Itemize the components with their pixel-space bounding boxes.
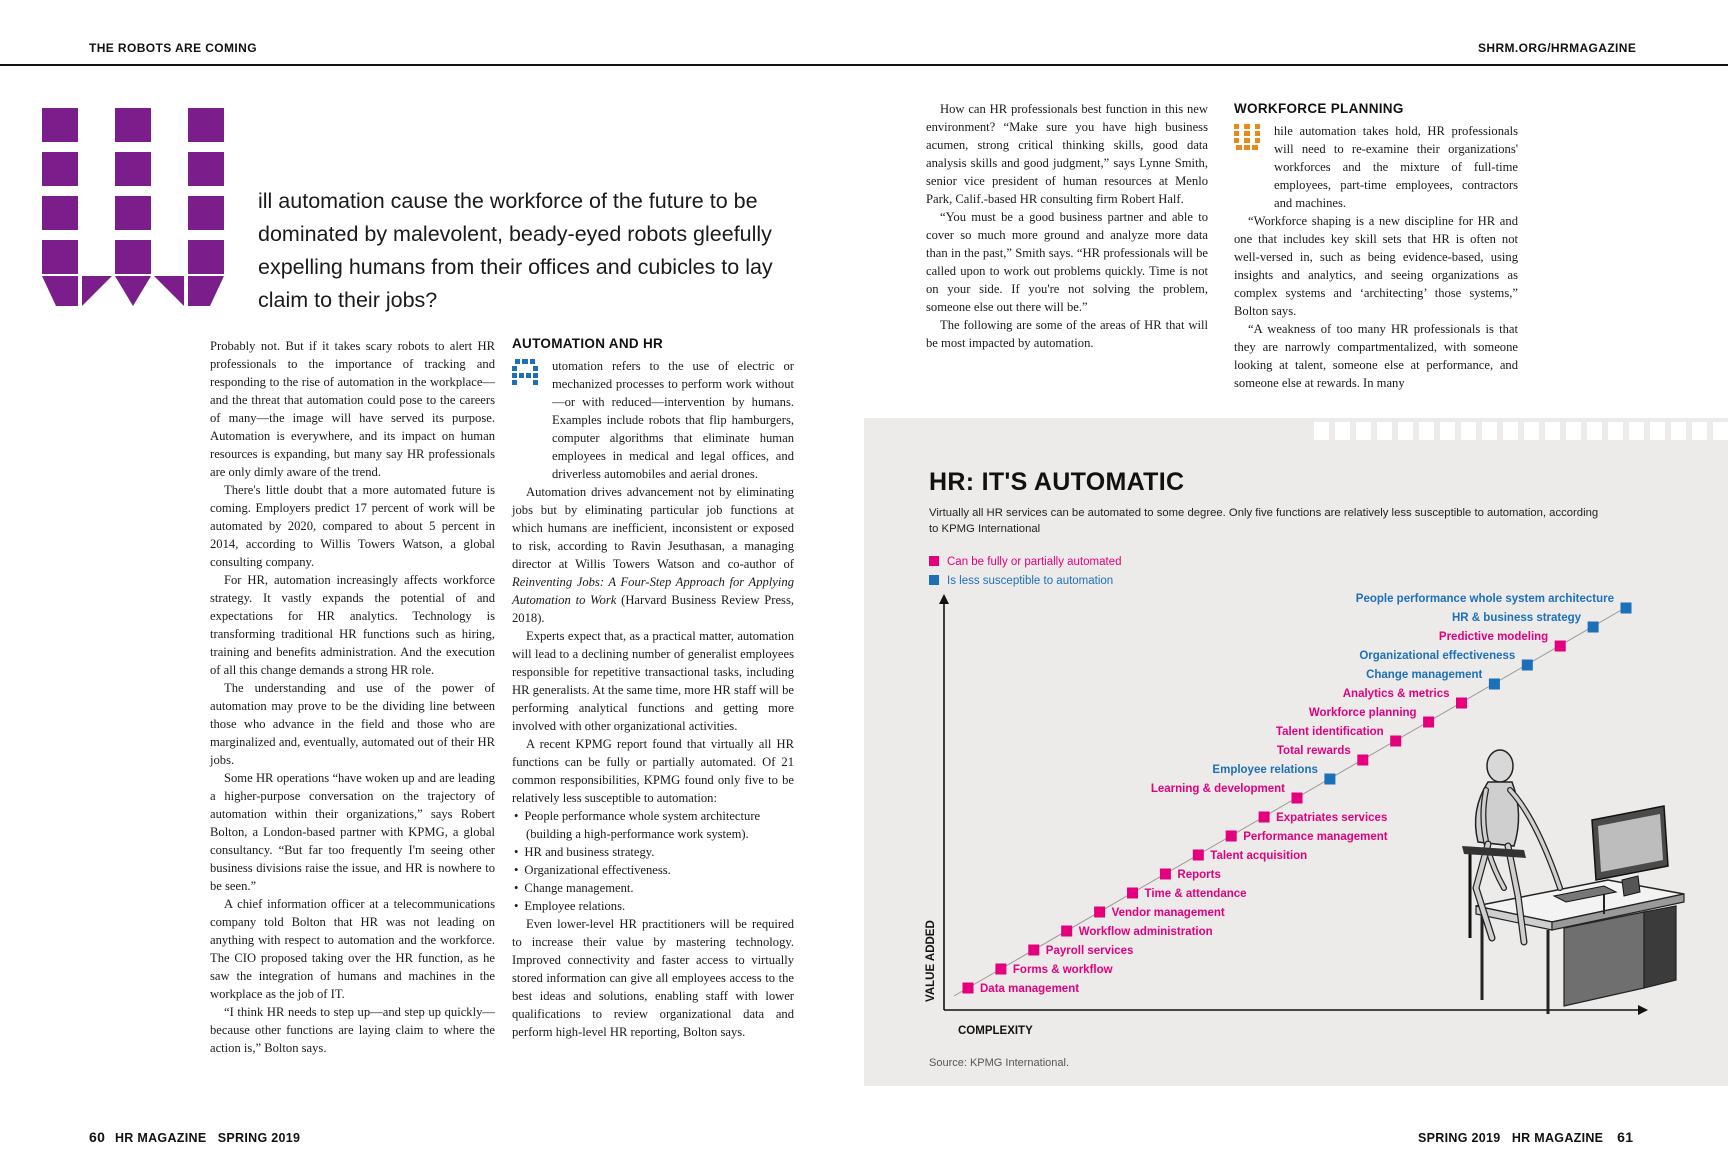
body-paragraph: There's little doubt that a more automated future is coming. Employers predict 17 percent of work will be automated by 2020, compared to about 5 percent in 2014, according to Willis Towers Watson, a global consulting company. <box>210 483 495 569</box>
legend-label: Is less susceptible to automation <box>947 575 1114 587</box>
dropcap-a-graphic <box>512 359 538 389</box>
legend-label: Can be fully or partially automated <box>947 556 1122 568</box>
body-paragraph: “Workforce shaping is a new discipline for HR and one that includes key skill sets that HR is often not well-versed in, such as being evidence-based, using insights and analytics, and seeing organizations as complex systems and ‘architecting’ those systems,” Bolton says. <box>1234 214 1518 318</box>
section-heading: WORKFORCE PLANNING <box>1234 101 1404 116</box>
data-label: Data management <box>980 983 1080 995</box>
data-point <box>1621 603 1632 614</box>
book-title: Reinventing Jobs: A Four-Step Approach for Applying Automation to Work <box>512 575 794 607</box>
page-number: 60 <box>89 1129 106 1145</box>
body-paragraph: “I think HR needs to step up—and step up quickly—because other functions are laying claim to where the action is,” Bolton says. <box>210 1005 495 1055</box>
data-point <box>1357 755 1368 766</box>
body-paragraph: Even lower-level HR practitioners will be required to increase their value by mastering technology. Improved connectivity and faster access to virtually stored information can give all employees access to the best ideas and solutions, enabling staff with lower qualifications to review organizational data and perform high-level HR reporting, Bolton says. <box>512 917 794 1039</box>
data-point <box>1226 831 1237 842</box>
data-point <box>1160 869 1171 880</box>
data-label: Reports <box>1177 869 1221 881</box>
body-paragraph <box>1234 122 1518 212</box>
data-point <box>1324 774 1335 785</box>
data-label: Change management <box>1366 669 1483 681</box>
data-label: Payroll services <box>1045 945 1134 957</box>
data-label: Total rewards <box>1276 745 1351 757</box>
footer-text: SPRING 2019 HR MAGAZINE <box>1418 1131 1604 1145</box>
chart-subtitle: Virtually all HR services can be automated to some degree. Only five functions are relatively less susceptible to automation, according to KPMG International <box>929 507 1599 535</box>
data-label: Talent identification <box>1275 726 1384 738</box>
data-label: Predictive modeling <box>1438 631 1549 643</box>
data-label: Learning & development <box>1150 783 1285 795</box>
body-paragraph: Some HR operations “have woken up and are leading a higher-purpose conversation on the trajectory of automation within their organizations,” says Robert Bolton, a London-based partner with KPMG, a global consultancy. “But far too frequently I'm seeing other business divisions raise the issue, and HR is nowhere to be seen.” <box>210 771 495 893</box>
body-text: Automation drives advancement not by eliminating jobs but by eliminating particular job functions at which humans are inefficient, inconsistent or exposed to risk, according to Ravin Jesuthasan, a managing director at Willis Towers Watson and co-author of <box>512 485 794 571</box>
body-paragraph <box>512 483 794 627</box>
data-point <box>1028 945 1039 956</box>
body-paragraph-text: utomation refers to the use of electric or mechanized processes to perform work without—or with reduced—intervention by humans. Examples include robots that flip hamburgers, computer algorithms that eliminate human employees in medical and legal offices, and driverless automobiles and aerial drones. <box>552 359 794 481</box>
page-footer-right <box>1418 1129 1633 1145</box>
list-item: • HR and business strategy. <box>512 843 794 861</box>
data-label: Organizational effectiveness <box>1359 650 1516 662</box>
section-heading: AUTOMATION AND HR <box>512 336 664 351</box>
data-point <box>1259 812 1270 823</box>
data-point <box>963 983 974 994</box>
legend-item-less-susceptible <box>929 575 1113 587</box>
body-paragraph-text: hile automation takes hold, HR professionals will need to re-examine their organizations' workforces and the mixture of full-time employees, part-time employees, contractors and machines. <box>1274 124 1518 210</box>
chart-title: HR: IT'S AUTOMATIC <box>929 468 1185 496</box>
lede-paragraph: ill automation cause the workforce of the future to be dominated by malevolent, beady-eyed robots gleefully expelling humans from their offices and cubicles to lay claim to their jobs? <box>258 189 773 312</box>
chart-source: Source: KPMG International. <box>929 1057 1070 1069</box>
data-point <box>1588 622 1599 633</box>
bullet-list <box>512 807 794 915</box>
list-item: • Change management. <box>512 879 794 897</box>
body-paragraph: “A weakness of too many HR professionals is that they are narrowly compartmentalized, with someone looking at talent, someone else at performance, and someone else at rewards. In many <box>1234 322 1518 390</box>
data-label: Time & attendance <box>1144 888 1247 900</box>
data-point <box>1193 850 1204 861</box>
list-item: • Employee relations. <box>512 897 794 915</box>
data-label: People performance whole system architecture <box>1355 593 1614 605</box>
data-label: Vendor management <box>1111 907 1225 919</box>
page-number: 61 <box>1617 1129 1634 1145</box>
data-label: Workforce planning <box>1308 707 1417 719</box>
data-label: Workflow administration <box>1078 926 1213 938</box>
legend-item-automated <box>929 556 1122 568</box>
data-point <box>1522 660 1533 671</box>
body-paragraph <box>512 357 794 483</box>
footer-text: HR MAGAZINE SPRING 2019 <box>114 1131 301 1145</box>
body-paragraph: For HR, automation increasingly affects workforce strategy. It vastly expands the potential of and expectations for HR analytics. Technology is transforming traditional HR functions such as hiring, training and benefits administration. And the execution of all this change demands a strong HR role. <box>210 573 495 677</box>
dropcap-w-graphic <box>42 108 242 306</box>
data-point <box>1094 907 1105 918</box>
x-axis-label: COMPLEXITY <box>958 1025 1033 1037</box>
legend-swatch-magenta <box>929 556 939 566</box>
list-item: • People performance whole system architecture (building a high-performance work system). <box>512 807 794 843</box>
body-paragraph: Probably not. But if it takes scary robots to alert HR professionals to the importance of tracking and responding to the rise of automation in the workplace—and the threat that automation could pose to the careers of many—the image will have served its purpose. Automation is everywhere, and its impact on human resources is expanding, but many say HR professionals are only dimly aware of the trend. <box>210 339 495 479</box>
body-paragraph: A recent KPMG report found that virtually all HR functions can be fully or partially automated. Of 21 common responsibilities, KPMG found only five to be relatively less susceptible to automation: <box>512 737 794 805</box>
data-point <box>1555 641 1566 652</box>
list-item: • Organizational effectiveness. <box>512 861 794 879</box>
data-point <box>1390 736 1401 747</box>
body-paragraph: A chief information officer at a telecommunications company told Bolton that HR was not leading on anything with respect to automation and the workforce. The CIO proposed taking over the HR function, as he saw the integration of humans and machines in the workplace as the job of IT. <box>210 897 495 1001</box>
data-label: Expatriates services <box>1276 812 1388 824</box>
running-header-right: SHRM.ORG/HRMAGAZINE <box>1478 41 1637 55</box>
data-label: HR & business strategy <box>1451 612 1582 624</box>
running-header-left: THE ROBOTS ARE COMING <box>89 41 257 55</box>
article-column-1 <box>210 337 495 1057</box>
body-paragraph: The following are some of the areas of HR that will be most impacted by automation. <box>926 318 1208 350</box>
data-label: Performance management <box>1243 831 1388 843</box>
data-point <box>1489 679 1500 690</box>
legend-swatch-blue <box>929 575 939 585</box>
data-point <box>1061 926 1072 937</box>
data-point <box>1292 793 1303 804</box>
data-label: Employee relations <box>1212 764 1318 776</box>
article-column-3 <box>926 100 1208 352</box>
data-label: Talent acquisition <box>1210 850 1308 862</box>
body-paragraph: “You must be a good business partner and able to cover so much more ground and analyze more data than in the past,” Smith says. “HR professionals will be called upon to work out problems quickly. Time is not on your side. If you're not solving the problem, someone else out there will be.” <box>926 210 1208 314</box>
y-axis-label: VALUE ADDED <box>925 920 937 1002</box>
body-paragraph: Experts expect that, as a practical matter, automation will lead to a declining number of generalist employees responsible for repetitive transactional tasks, including HR generalists. At the same time, more HR staff will be performing analytical functions and getting more involved with other organizational activities. <box>512 629 794 733</box>
article-column-2 <box>512 335 794 1041</box>
header-rule <box>0 64 1728 66</box>
body-text: (Harvard Business Review Press, 2018). <box>512 593 794 625</box>
data-label: Forms & workflow <box>1012 964 1113 976</box>
page-footer-left <box>89 1129 300 1145</box>
data-point <box>1456 698 1467 709</box>
body-paragraph: How can HR professionals best function in this new environment? “Make sure you have high business acumen, strong critical thinking skills, good data analysis skills and good judgment,” says Lynne Smith, senior vice president of human resources at Menlo Park, Calif.-based HR consulting firm Robert Half. <box>926 102 1208 206</box>
body-paragraph: The understanding and use of the power of automation may prove to be the dividing line between those who advance in the field and those who are marginalized and, eventually, automated out of their HR jobs. <box>210 681 495 767</box>
article-column-4 <box>1234 100 1518 392</box>
data-point <box>1127 888 1138 899</box>
data-point <box>1423 717 1434 728</box>
data-label: Analytics & metrics <box>1342 688 1450 700</box>
dropcap-w-small-graphic <box>1234 124 1260 154</box>
data-point <box>995 964 1006 975</box>
